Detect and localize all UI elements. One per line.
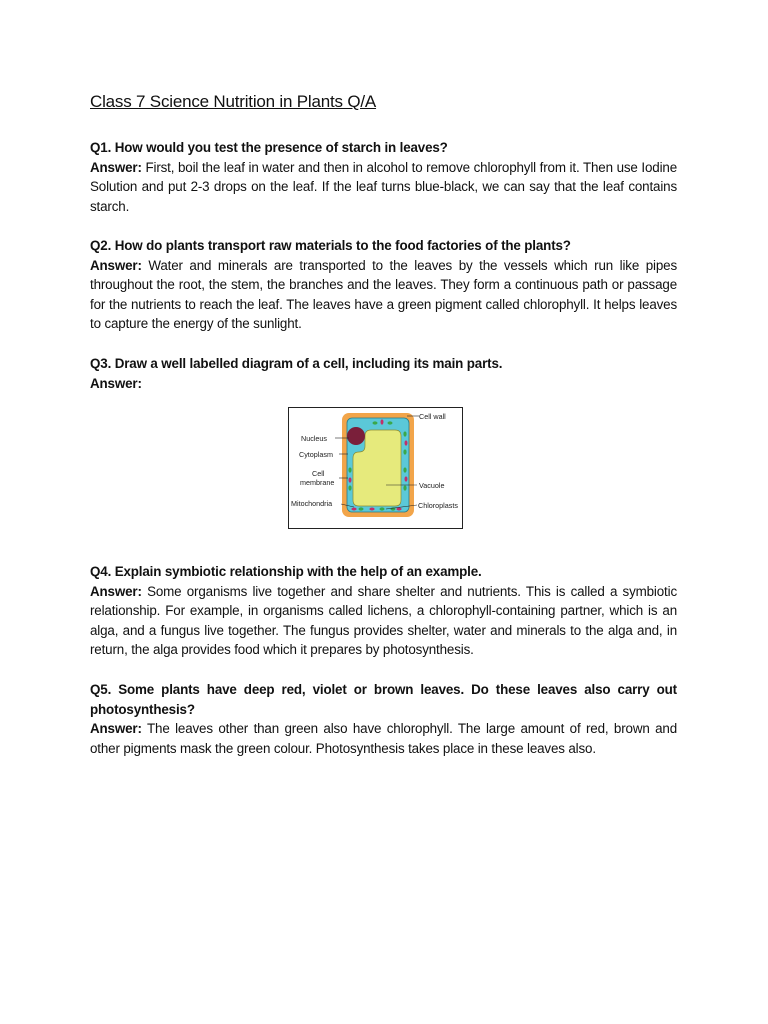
plant-cell-diagram xyxy=(288,407,463,529)
answer-text: The leaves other than green also have chlorophyll. The large amount of red, brown and other pigments mask the green colour. Photosynthesis takes place in these leaves also. xyxy=(90,721,677,756)
answer-text: Some organisms live together and share shelter and nutrients. This is called a symbiotic relationship. For example, in organisms called lichens, a chlorophyll-containing partner, which is an alga, and a fungus live together. The fungus provides shelter, water and minerals to the alga and, in return, the alga provides food which it prepares by photosynthesis. xyxy=(90,583,677,658)
question-1: Q1. How would you test the presence of starch in leaves? xyxy=(90,140,448,155)
answer-label: Answer: xyxy=(90,583,142,599)
label-nucleus: Nucleus xyxy=(301,434,327,443)
answer-label: Answer: xyxy=(90,375,142,391)
question-2: Q2. How do plants transport raw materials to the food factories of the plants? xyxy=(90,238,571,253)
answer-1 xyxy=(90,158,677,217)
answer-2 xyxy=(90,256,677,334)
qa-item-1 xyxy=(90,138,677,216)
question-4: Q4. Explain symbiotic relationship with the help of an example. xyxy=(90,564,482,579)
label-chloroplasts: Chloroplasts xyxy=(418,501,458,510)
answer-4 xyxy=(90,582,677,660)
label-cell-wall: Cell wall xyxy=(419,412,446,421)
answer-5 xyxy=(90,719,677,758)
answer-text: Water and minerals are transported to the leaves by the vessels which run like pipes throughout the root, the stem, the branches and the leaves. They form a continuous path or passage for the nutrients to reach the leaf. The leaves have a green pigment called chlorophyll. It helps leaves to capture the energy of the sunlight. xyxy=(90,257,677,332)
label-cytoplasm: Cytoplasm xyxy=(299,450,333,459)
qa-item-3 xyxy=(90,354,677,393)
label-cell-membrane-1: Cell xyxy=(312,469,325,478)
qa-item-5 xyxy=(90,680,677,758)
answer-3 xyxy=(90,374,677,394)
answer-label: Answer: xyxy=(90,159,142,175)
answer-label: Answer: xyxy=(90,721,142,737)
label-mitochondria: Mitochondria xyxy=(291,499,333,508)
label-vacuole: Vacuole xyxy=(419,481,445,490)
nucleus xyxy=(347,427,365,445)
question-3: Q3. Draw a well labelled diagram of a cell, including its main parts. xyxy=(90,356,503,371)
answer-label: Answer: xyxy=(90,257,142,273)
qa-item-2 xyxy=(90,236,677,334)
qa-item-4 xyxy=(90,562,677,660)
answer-text: First, boil the leaf in water and then in alcohol to remove chlorophyll from it. Then use Iodine Solution and put 2-3 drops on the leaf. If the leaf turns blue-black, we can say that the leaf contains starch. xyxy=(90,159,677,214)
question-5: Q5. Some plants have deep red, violet or brown leaves. Do these leaves also carry out photosynthesis? xyxy=(90,682,677,717)
page-title: Class 7 Science Nutrition in Plants Q/A xyxy=(90,92,377,111)
label-cell-membrane-2: membrane xyxy=(300,478,335,487)
